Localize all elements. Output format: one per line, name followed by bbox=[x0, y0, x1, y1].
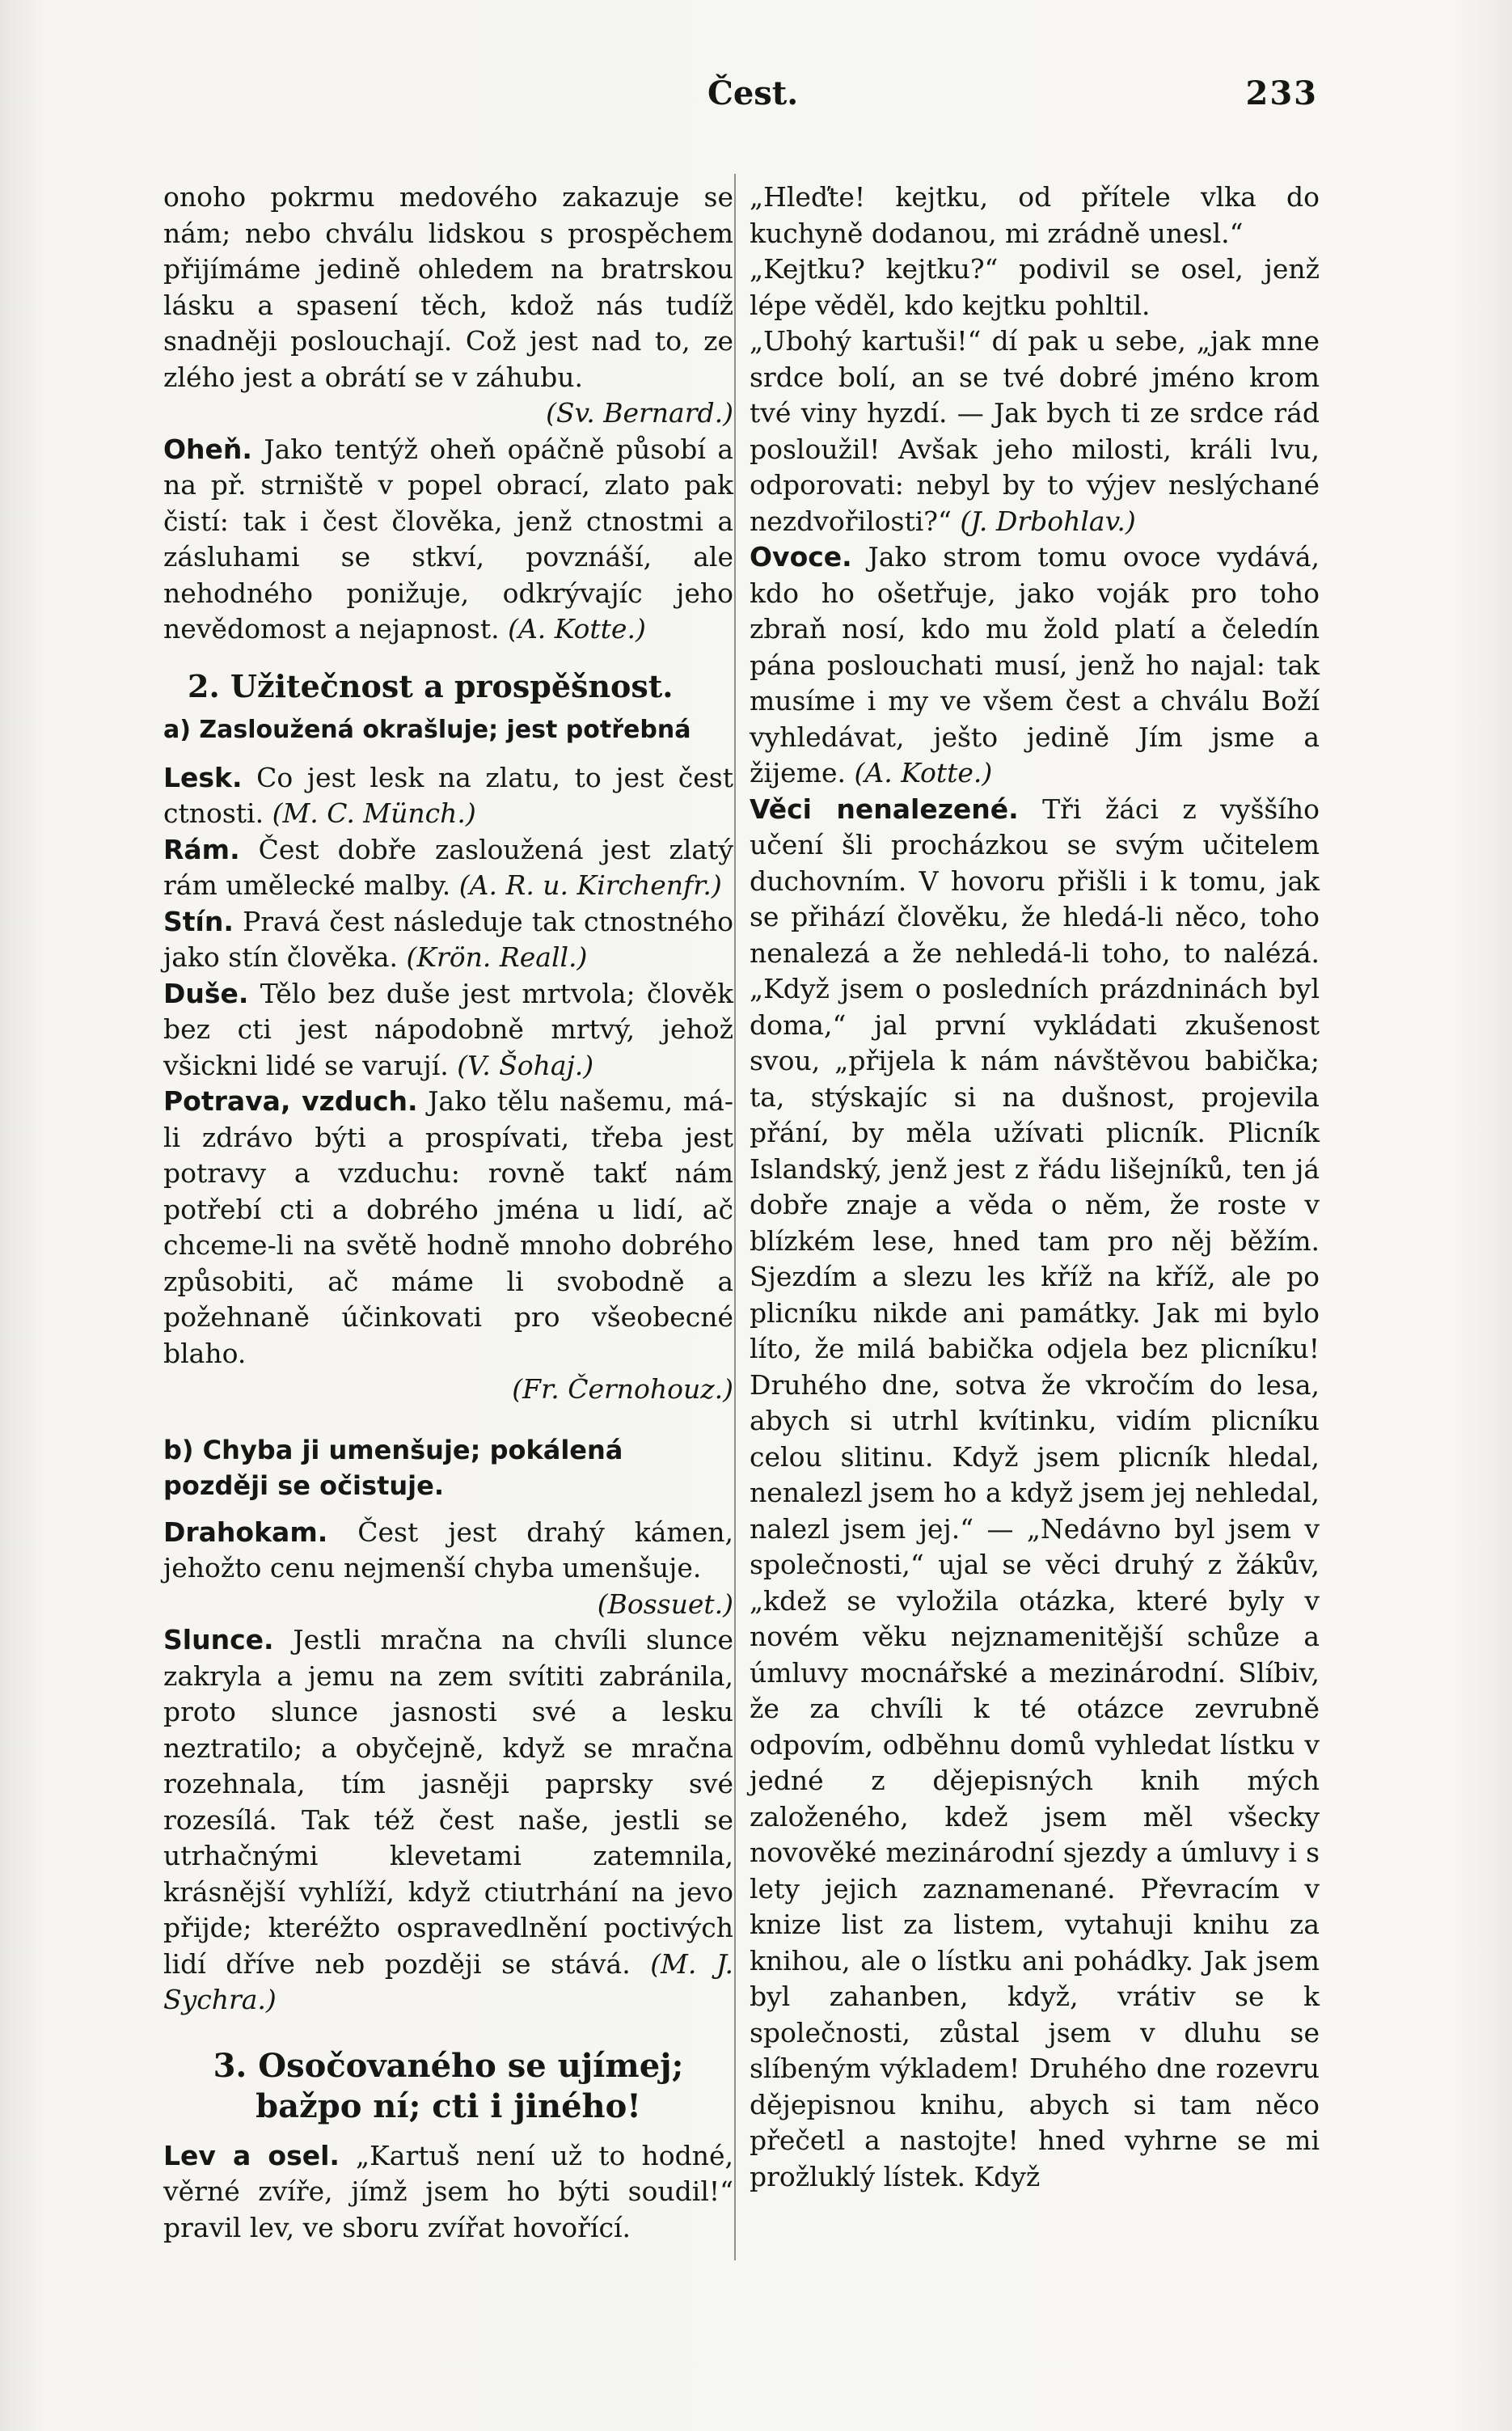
section-heading-3: 3. Osočovaného se ujímej; bažpo ní; cti i jiného! bbox=[213, 2046, 684, 2125]
entry-keyword: Potrava, vzduch. bbox=[163, 1085, 418, 1117]
page-header bbox=[0, 74, 1512, 123]
entry-ram: Rám. Čest dobře zasloužená jest zlatý rám umělecké malby. (A. R. u. Kirchenfr.) bbox=[163, 833, 733, 901]
section-heading-2: 2. Užitečnost a prospěšnost. bbox=[188, 667, 674, 704]
running-title: Čest. bbox=[707, 74, 799, 112]
citation: (Bossuet.) bbox=[597, 1588, 733, 1620]
column-divider bbox=[734, 174, 736, 2260]
citation: (V. Šohaj.) bbox=[457, 1049, 594, 1081]
citation: (M. C. Münch.) bbox=[272, 797, 476, 829]
citation: (A. Kotte.) bbox=[854, 757, 993, 788]
entry-keyword: Lesk. bbox=[163, 761, 243, 793]
citation: (A. Kotte.) bbox=[508, 613, 646, 645]
left-column bbox=[163, 180, 733, 2246]
citation: (M. J. Sychra.) bbox=[163, 1947, 733, 2015]
citation: (J. Drbohlav.) bbox=[960, 505, 1136, 537]
entry-keyword: Drahokam. bbox=[163, 1516, 328, 1548]
entry-lesk: Lesk. Co jest lesk na zlatu, to jest čest ctnosti. (M. C. Münch.) bbox=[163, 761, 734, 829]
citation: (Sv. Bernard.) bbox=[546, 397, 733, 429]
entry-duse: Duše. Tělo bez duše jest mrtvola; člověk bez cti jest nápodobně mrtvý, jehož všickni lidé se varují. (V. Šohaj.) bbox=[163, 977, 733, 1081]
entry-keyword: Lev a osel. bbox=[163, 2139, 340, 2171]
entry-slunce: Slunce. Jestli mračna na chvíli slunce zakryla a jemu na zem svítiti zabránila, proto slunce jasnosti své a lesku neztratilo; a obyčejně, když se mračna rozehnala, tím jasněji paprsky své rozesílá. Tak též čest naše, jestli se utrhačnými klevetami zatemnila, krásnější vyhlíží, když ctiutrhání na jevo přijde; kteréžto ospravedlnění poctivých lidí dříve neb později se stává. (M. J. Sychra.) bbox=[163, 1624, 733, 2015]
entry-veci-nenalezene: Věci nenalezené. Tři žáci z vyššího učení šli procházkou se svým učitelem duchovním. V hovoru přišli i k tomu, jak se přihází člověku, že hledá-li něco, toho nenalezá a že nehledá-li toho, to nalézá. „Když jsem o posledních prázdninách byl doma,“ jal první vykládati zkušenost svou, „přijela k nám návštěvou babička; ta, stýskajíc si na dušnost, projevila přání, by měla užívati plicník. Plicník Islandský, jenž jest z řádu lišejníků, ten já dobře znaje a věda o něm, že roste v blízkém lese, hned tam pro něj běžím. Sjezdím a slezu les kříž na kříž, ale po plicníku nikde ani památky. Jak mi bylo líto, že milá babička odjela bez plicníku! Druhého dne, sotva že vkročím do lesa, abych si utrhl kvítinku, vidím plicníku celou slitinu. Když jsem plicník hledal, nenalezl jsem ho a když jsem jej nehledal, nalezl jsem jej.“ — „Nedávno byl jsem v společnosti,“ ujal se věci druhý z žákův, „kdež se vyložila otázka, které byly v novém věku nejznamenitější schůze a úmluvy mocnářské a mezinárodní. Slíbiv, že za chvíli k té otázce zevrubně odpovím, odběhnu domů vyhledat lístku v jedné z dějepisných knih mých založeného, kdež jsem měl všecky novověké mezinárodní sjezdy a úmluvy i s lety jejich zaznamenané. Převracím v knize list za listem, vytahuji knihu za knihou, ale o lístku ani pohádky. Jak jsem byl zahanben, když, vrátiv se k společnosti, zůstal jsem v dluhu se slíbeným výkladem! Druhého dne rozevru dějepisnou knihu, abych si tam něco přečetl a nastojte! hned vyhrne se mi prožluklý lístek. Když bbox=[750, 793, 1320, 2192]
page-number: 233 bbox=[1245, 74, 1318, 112]
citation: (Fr. Černohouz.) bbox=[512, 1373, 733, 1405]
entry-lev-a-osel: Lev a osel. „Kartuš není už to hodné, věrné zvíře, jímž jsem ho býti soudil!“ pravil lev, ve sboru zvířat hovořící. bbox=[163, 2139, 733, 2243]
citation: (A. R. u. Kirchenfr.) bbox=[458, 869, 722, 901]
paragraph: „Hleďte! kejtku, od přítele vlka do kuchyně dodanou, mi zrádně unesl.“ bbox=[750, 181, 1320, 249]
entry-keyword: Rám. bbox=[163, 833, 240, 865]
entry-keyword: Stín. bbox=[163, 905, 234, 937]
subsection-heading-a: a) Zasloužená okrašluje; jest potřebná bbox=[163, 716, 691, 744]
entry-keyword: Slunce. bbox=[163, 1624, 274, 1655]
entry-keyword: Duše. bbox=[163, 977, 249, 1009]
paragraph: „Ubohý kartuši!“ dí pak u sebe, „jak mne srdce bolí, an se tvé dobré jméno krom tvé viny hyzdí. — Jak bych ti ze srdce rád posloužil! Avšak jeho milosti, králi lvu, odporovati: nebyl by to výjev neslýchané nezdvořilosti?“ (J. Drbohlav.) bbox=[750, 325, 1320, 537]
entry-ovoce: Ovoce. Jako strom tomu ovoce vydává, kdo ho ošetřuje, jako voják pro toho zbraň nosí, kdo mu žold platí a čeledín pána poslouchati musí, jenž ho najal: tak musíme i my ve všem čest a chválu Boží vyhledávat, ješto jedině Jím jsme a žijeme. (A. Kotte.) bbox=[750, 541, 1320, 788]
citation: (Krön. Reall.) bbox=[406, 941, 588, 973]
entry-ohen: Oheň. Jako tentýž oheň opáčně působí a na př. strniště v popel obrací, zlato pak čistí: tak i čest člověka, jenž ctnostmi a zásluhami se stkví, povznáší, ale nehodného ponižuje, odkrývajíc jeho nevědomost a nejapnost. (A. Kotte.) bbox=[163, 433, 734, 645]
right-column bbox=[750, 180, 1320, 2195]
entry-keyword: Věci nenalezené. bbox=[750, 793, 1019, 825]
entry-drahokam: Drahokam. Čest jest drahý kámen, jehožto cenu nejmenší chyba umenšuje. bbox=[163, 1516, 733, 1583]
subsection-heading-b: b) Chyba ji umenšuje; pokálená později se očistuje. bbox=[163, 1434, 623, 1501]
entry-keyword: Oheň. bbox=[163, 433, 252, 465]
paragraph: „Kejtku? kejtku?“ podivil se osel, jenž lépe věděl, kdo kejtku pohltil. bbox=[750, 253, 1320, 321]
entry-keyword: Ovoce. bbox=[750, 541, 852, 573]
paragraph: onoho pokrmu medového zakazuje se nám; nebo chválu lidskou s prospěchem přijímáme jedině ohledem na bratrskou lásku a spasení těch, kdož nás tudíž snadněji poslouchají. Což jest nad to, ze zlého jest a obrátí se v záhubu. bbox=[163, 181, 733, 393]
entry-potrava: Potrava, vzduch. Jako tělu našemu, má-li zdrávo býti a prospívati, třeba jest potravy a vzduchu: rovně takť nám potřebí cti a dobrého jména u lidí, ač chceme-li na světě hodně mnoho dobrého způsobiti, ač máme li svobodně a požehnaně účinkovati pro všeobecné blaho. bbox=[163, 1085, 733, 1369]
entry-stin: Stín. Pravá čest následuje tak ctnostného jako stín člověka. (Krön. Reall.) bbox=[163, 905, 733, 973]
